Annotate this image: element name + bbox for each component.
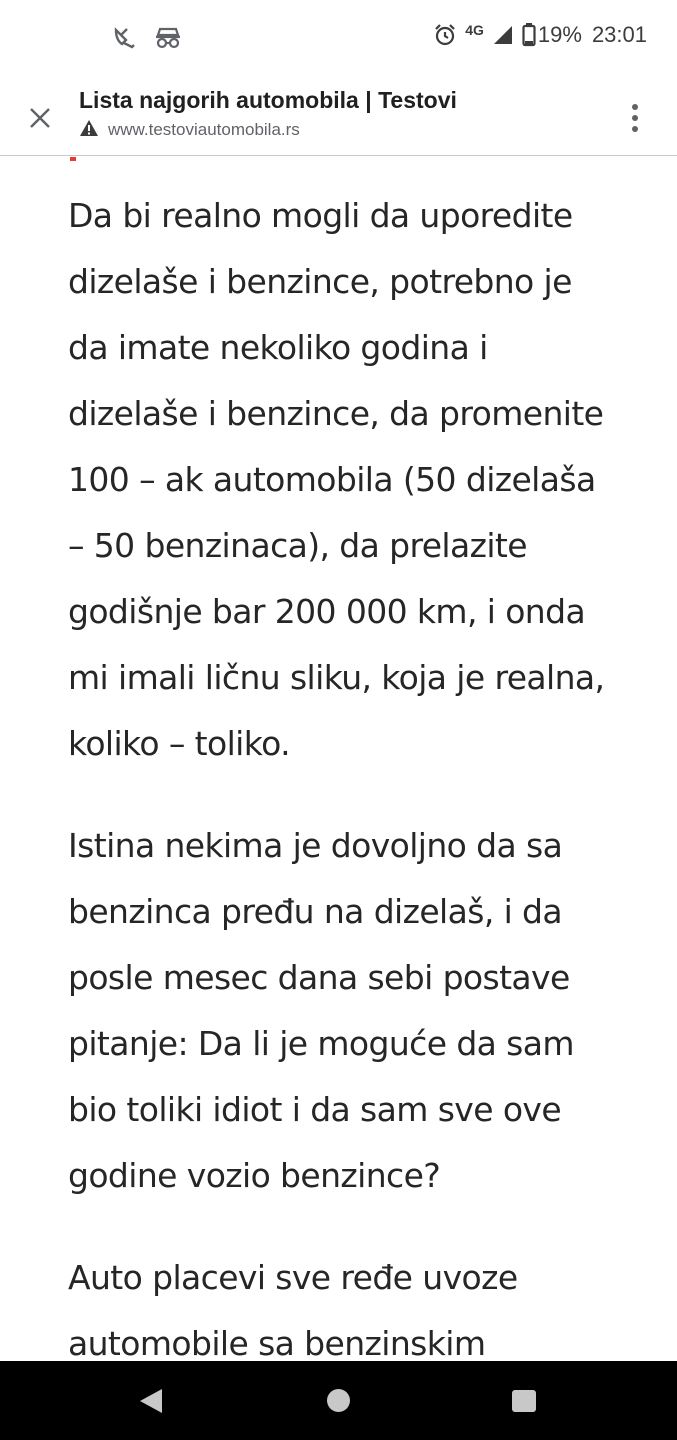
network-type: 4G <box>465 22 484 38</box>
recents-button[interactable] <box>512 1390 536 1412</box>
article-paragraph: Da bi realno mogli da uporedite dizelaše i benzince, potrebno je da imate nekoliko godina i dizelaše i benzince, da promenite 100 – ak automobila (50 dizelaša – 50 benzinaca), da prelazite godišnje bar 200 000 km, i onda mi imali ličnu sliku, koja je realna, koliko – toliko. <box>68 196 605 763</box>
satellite-dish-icon <box>112 24 138 50</box>
page-content[interactable] <box>0 157 677 1361</box>
article-body <box>68 183 608 1361</box>
home-button[interactable] <box>327 1389 350 1412</box>
url-bar[interactable] <box>79 119 300 141</box>
battery-icon <box>522 23 536 47</box>
close-icon <box>29 107 51 129</box>
signal-icon <box>492 24 514 46</box>
more-vert-dot <box>632 126 638 132</box>
back-triangle-icon <box>138 1388 164 1414</box>
alarm-clock-icon <box>433 23 457 47</box>
status-bar <box>0 0 677 78</box>
article-paragraph: Auto placevi sve ređe uvoze automobile sa benzinskim <box>68 1258 518 1361</box>
article-paragraph: Istina nekima je dovoljno da sa benzinca pređu na dizelaš, i da posle mesec dana sebi postave pitanje: Da li je moguće da sam bio toliki idiot i da sam sve ove godine vozio benzince? <box>68 826 574 1195</box>
back-button[interactable] <box>138 1388 164 1418</box>
custom-tab-toolbar <box>0 78 677 156</box>
page-title: Lista najgorih automobila | Testovi <box>79 87 457 113</box>
status-right <box>433 22 647 48</box>
more-vert-dot <box>632 115 638 121</box>
battery-percent: 19% <box>537 22 582 47</box>
accent-mark <box>70 157 76 161</box>
more-vert-icon <box>632 104 638 110</box>
system-nav-bar <box>0 1361 677 1440</box>
warning-icon <box>79 119 99 141</box>
url-text: www.testoviautomobila.rs <box>108 120 300 139</box>
incognito-icon <box>154 25 182 49</box>
status-left-icons <box>112 24 182 50</box>
more-options-button[interactable] <box>623 100 647 136</box>
clock-time: 23:01 <box>591 22 647 47</box>
close-button[interactable] <box>22 100 58 136</box>
